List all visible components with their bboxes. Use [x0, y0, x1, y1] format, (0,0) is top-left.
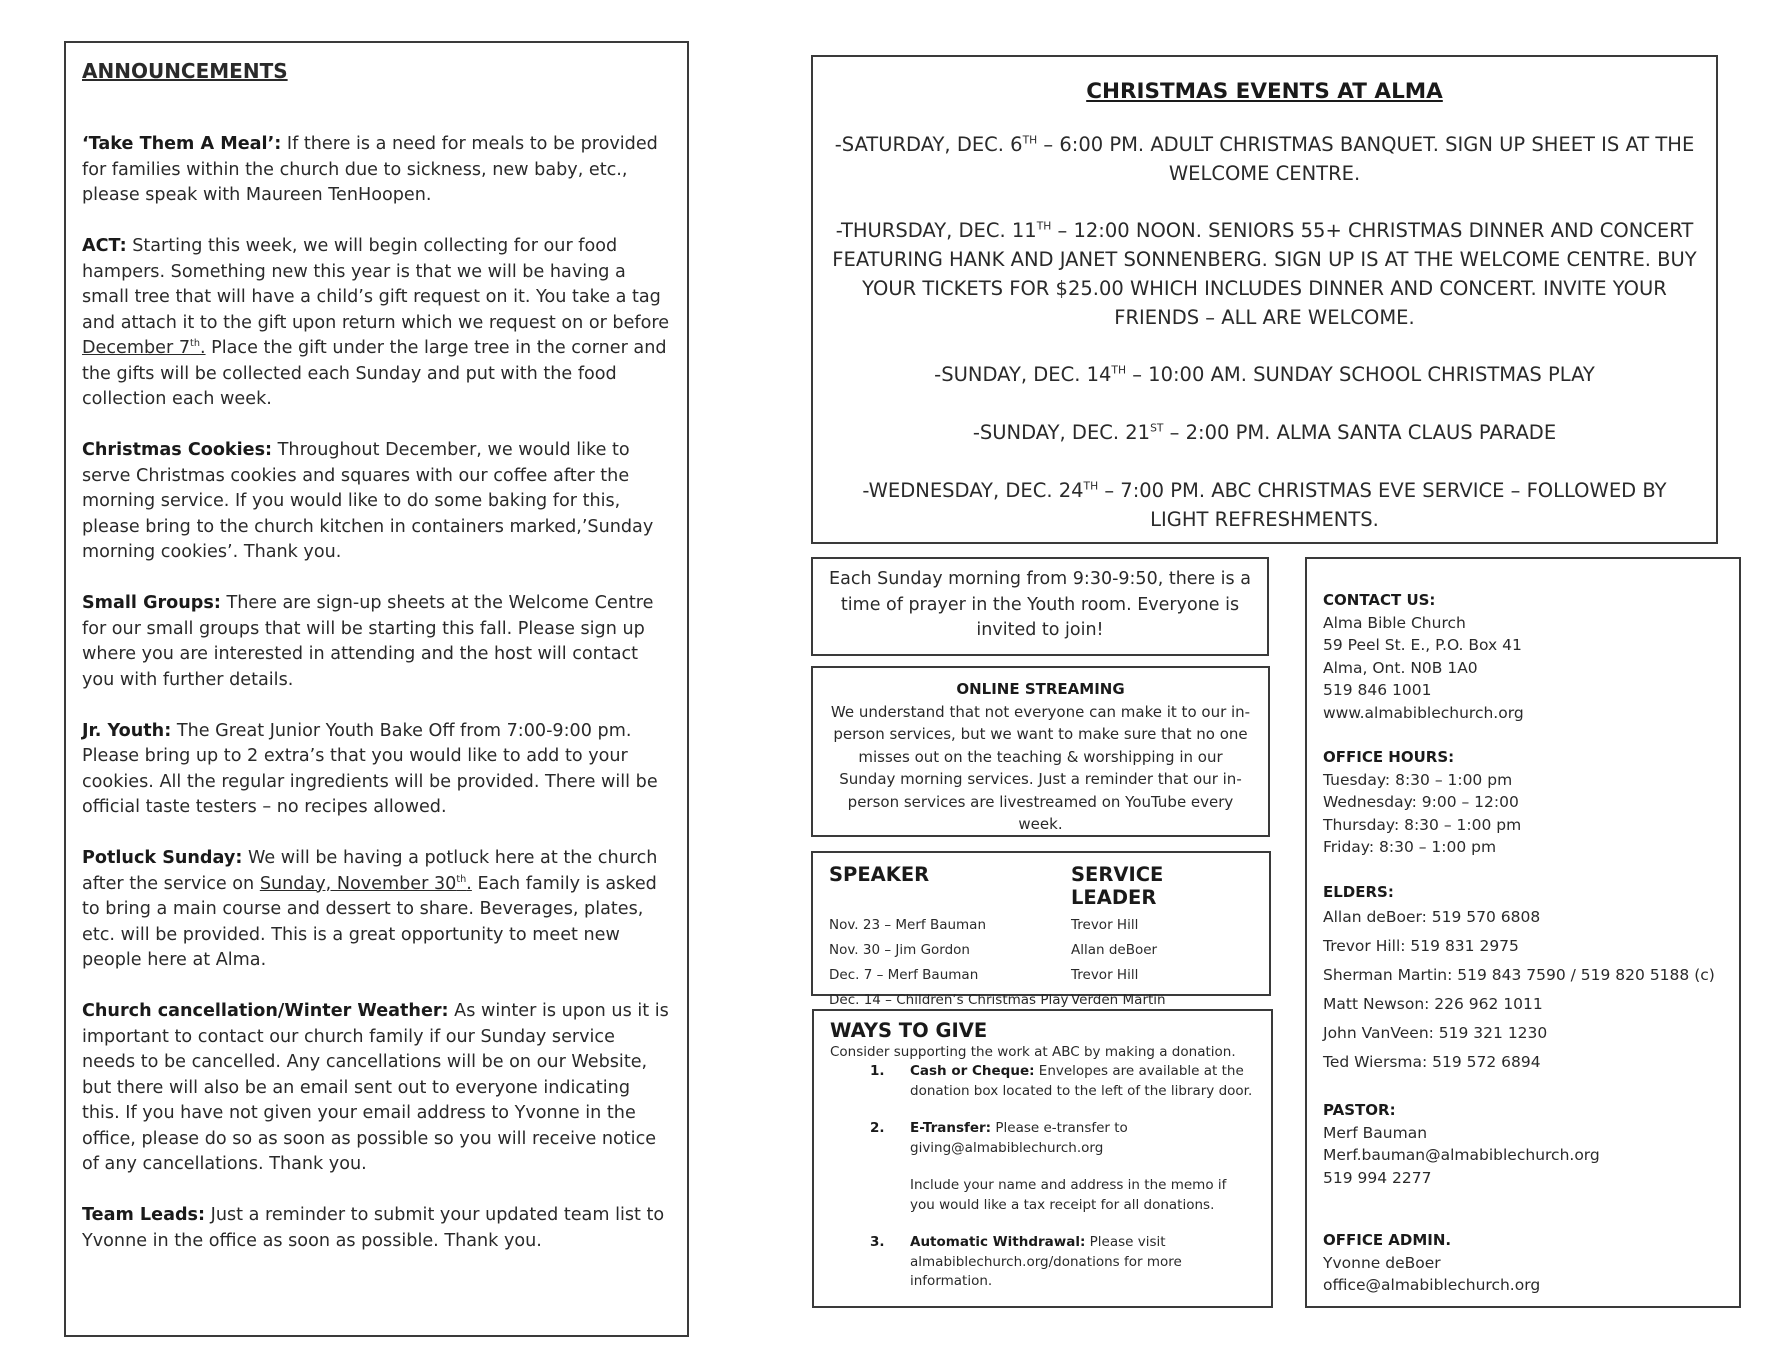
announcement-potluck: Potluck Sunday: We will be having a potluck here at the church after the service on Sunday, November 30th. Each family is asked to bring a main course and dessert to share. Beverages, plates, etc. will be provided. This is a great opportunity to meet new people here at Alma. — [82, 848, 658, 970]
office-hours-section: OFFICE HOURS: Tuesday: 8:30 – 1:00 pm Wednesday: 9:00 – 12:00 Thursday: 8:30 – 1:00 pm Friday: 8:30 – 1:00 pm — [1323, 748, 1522, 856]
streaming-panel — [811, 666, 1270, 837]
pastor-section: PASTOR: Merf Bauman Merf.bauman@almabiblechurch.org 519 994 2277 — [1323, 1101, 1600, 1187]
streaming-text: We understand that not everyone can make it to our in-person services, but we want to make sure that no one misses out on the teaching & worshipping in our Sunday morning services. Just a reminder that our in-person services are livestreamed on YouTube every week. — [830, 702, 1251, 833]
announcement-small-groups: Small Groups: There are sign-up sheets at the Welcome Centre for our small groups that will be starting this fall. Please sign up where you are interested in attending and the host will contact you with further details. — [82, 593, 654, 690]
elders-section: ELDERS: Allan deBoer: 519 570 6808 Trevor Hill: 519 831 2975 Sherman Martin: 519 843 7590 / 519 820 5188 (c) Matt Newson: 226 962 1011 John VanVeen: 519 321 1230 Ted Wiersma: 519 572 6894 — [1323, 882, 1715, 1071]
event-item: -SUNDAY, DEC. 21ST – 2:00 PM. ALMA SANTA CLAUS PARADE — [972, 421, 1557, 444]
service-leader-header: SERVICE LEADER — [1071, 863, 1164, 909]
announcement-team-leads: Team Leads: Just a reminder to submit your updated team list to Yvonne in the office as soon as possible. Thank you. — [82, 1205, 665, 1251]
event-item: -THURSDAY, DEC. 11TH – 12:00 NOON. SENIORS 55+ CHRISTMAS DINNER AND CONCERT FEATURING HANK AND JANET SONNENBERG. SIGN UP IS AT THE WELCOME CENTRE. BUY YOUR TICKETS FOR $25.00 WHICH INCLUDES DINNER AND CONCERT. INVITE YOUR FRIENDS – ALL ARE WELCOME. — [832, 219, 1697, 329]
events-title: CHRISTMAS EVENTS AT ALMA — [1086, 79, 1443, 104]
event-item: -SATURDAY, DEC. 6TH – 6:00 PM. ADULT CHRISTMAS BANQUET. SIGN UP SHEET IS AT THE WELCOME CENTRE. — [834, 133, 1695, 185]
give-item-etransfer: 2. E-Transfer: Please e-transfer to giving@almabiblechurch.org Include your name and address in the memo if you would like a tax receipt for all donations. — [870, 1120, 1227, 1213]
speaker-row: Dec. 7 – Merf Bauman Trevor Hill — [829, 967, 1139, 983]
potluck-date: Sunday, November 30th. — [259, 873, 472, 894]
give-intro: Consider supporting the work at ABC by making a donation. — [830, 1043, 1236, 1060]
give-item-cash: 1. Cash or Cheque: Envelopes are available at the donation box located to the left of the library door. — [870, 1063, 1253, 1099]
speaker-header: SPEAKER — [829, 863, 930, 886]
announcement-cancellation: Church cancellation/Winter Weather: As winter is upon us it is important to contact our church family if our Sunday service needs to be cancelled. Any cancellations will be on our Website, but there will also be an email sent out to everyone indicating this. If you have not given your email address to Yvonne in the office, please do so as soon as possible so you will receive notice of any cancellations. Thank you. — [82, 1001, 669, 1174]
speakers-panel — [811, 851, 1271, 1008]
give-item-withdrawal: 3. Automatic Withdrawal: Please visit almabiblechurch.org/donations for more information. — [870, 1234, 1182, 1289]
streaming-title: ONLINE STREAMING — [956, 680, 1125, 698]
prayer-panel — [811, 557, 1269, 656]
speaker-row: Nov. 23 – Merf Bauman Trevor Hill — [829, 917, 1139, 933]
announcement-jr-youth: Jr. Youth: The Great Junior Youth Bake Off from 7:00-9:00 pm. Please bring up to 2 extra’s that you would like to add to your cookies. All the regular ingredients will be provided. There will be official taste testers – no recipes allowed. — [82, 720, 658, 817]
prayer-text: Each Sunday morning from 9:30-9:50, there is a time of prayer in the Youth room. Everyone is invited to join! — [829, 569, 1251, 640]
ways-to-give-panel — [812, 1009, 1273, 1308]
christmas-events-panel — [811, 55, 1718, 544]
give-title: WAYS TO GIVE — [830, 1019, 988, 1042]
event-item: -WEDNESDAY, DEC. 24TH – 7:00 PM. ABC CHRISTMAS EVE SERVICE – FOLLOWED BY LIGHT REFRESHMENTS. — [862, 479, 1667, 531]
speaker-row: Dec. 14 – Children’s Christmas Play Verden Martin — [829, 992, 1166, 1008]
announcements-panel — [64, 41, 689, 1337]
announcement-cookies: Christmas Cookies: Throughout December, we would like to serve Christmas cookies and squares with our coffee after the morning service. If you would like to do some baking for this, please bring to the church kitchen in containers marked,’Sunday morning cookies’. Thank you. — [82, 440, 654, 562]
announcement-meal: ‘Take Them A Meal’: If there is a need for meals to be provided for families within the church due to sickness, new baby, etc., please speak with Maureen TenHoopen. — [82, 134, 658, 205]
announcements-title: ANNOUNCEMENTS — [82, 59, 288, 83]
speaker-row: Nov. 30 – Jim Gordon Allan deBoer — [829, 942, 1158, 958]
contact-us-section: CONTACT US: Alma Bible Church 59 Peel St. E., P.O. Box 41 Alma, Ont. N0B 1A0 519 846 1001 www.almabiblechurch.org — [1323, 591, 1524, 722]
event-item: -SUNDAY, DEC. 14TH – 10:00 AM. SUNDAY SCHOOL CHRISTMAS PLAY — [934, 363, 1595, 386]
act-date: December 7th. — [82, 338, 206, 358]
office-admin-section: OFFICE ADMIN. Yvonne deBoer office@almabiblechurch.org — [1323, 1231, 1541, 1294]
contact-panel — [1305, 557, 1741, 1308]
announcement-act: ACT: Starting this week, we will begin collecting for our food hampers. Something new this year is that we will be having a small tree that will have a child’s gift request on it. You take a tag and attach it to the gift upon return which we request on or before December 7th. Place the gift under the large tree in the corner and the gifts will be collected each Sunday and put with the food collection each week. — [82, 236, 670, 409]
